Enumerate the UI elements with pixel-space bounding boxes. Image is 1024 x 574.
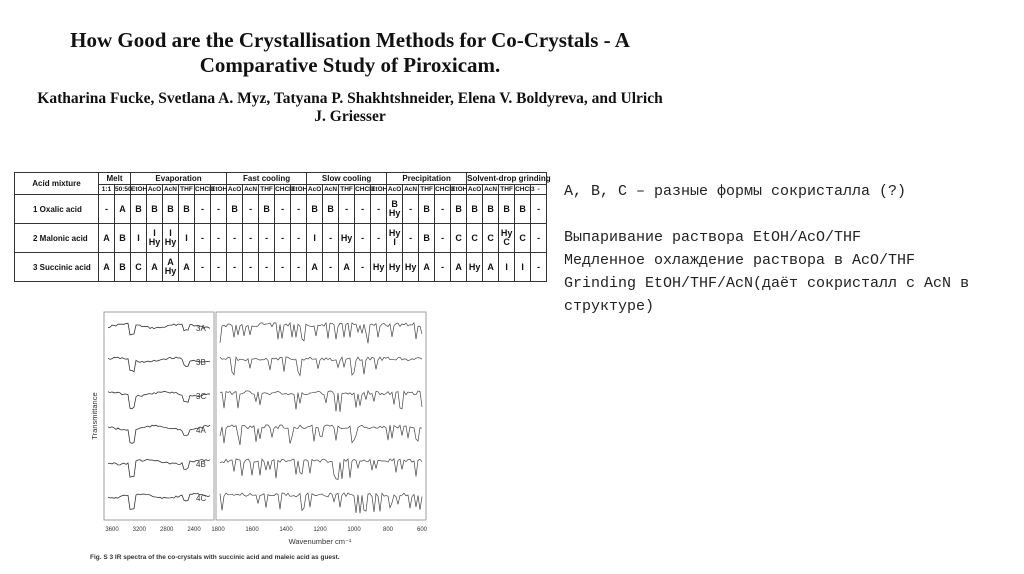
table-cell: - <box>275 195 291 224</box>
table-cell: I Hy <box>147 224 163 253</box>
paper-title-line2: Comparative Study of Piroxicam. <box>199 53 501 77</box>
spectrum-label: 4B <box>196 460 206 469</box>
table-cell: - <box>435 224 451 253</box>
table-cell: - <box>371 224 387 253</box>
axis-tick-label: 2400 <box>187 527 201 533</box>
table-cell: I <box>307 224 323 253</box>
table-cell: - <box>195 253 211 282</box>
table-group-1: Evaporation <box>131 173 227 185</box>
paper-authors-line1: Katharina Fucke, Svetlana A. Myz, Tatyana P. Shakhtshneider, Elena V. Boldyreva, and Ulrich <box>37 90 663 107</box>
table-cell: B <box>419 224 435 253</box>
results-table <box>14 172 551 288</box>
table-cell: B <box>499 195 515 224</box>
table-cell: A <box>179 253 195 282</box>
table-cell: I Hy <box>163 224 179 253</box>
table-cell: B <box>307 195 323 224</box>
note-grinding: Grinding EtOH/THF/AcN(даёт сокристалл с AcN в структуре) <box>564 275 970 315</box>
table-cell: - <box>291 224 307 253</box>
table-cell: Hy <box>387 253 403 282</box>
table-cell: - <box>291 195 307 224</box>
table-cell: - <box>259 224 275 253</box>
left-axis-ticks <box>105 527 201 533</box>
table-cell: B <box>115 253 131 282</box>
table-corner-header: Acid mixture <box>15 173 99 195</box>
table-cell: C <box>515 224 531 253</box>
table-cell: - <box>243 253 259 282</box>
table-subheader: EtOH <box>131 186 148 193</box>
table-cell: B <box>131 195 147 224</box>
table-cell: Hy <box>339 224 355 253</box>
table-row-name: 1 Oxalic acid <box>15 195 99 224</box>
table-cell: A <box>419 253 435 282</box>
table-cell: - <box>435 253 451 282</box>
table-subheader: AcO <box>387 186 402 193</box>
table-cell: Hy <box>467 253 483 282</box>
table-cell: - <box>99 195 115 224</box>
table-cell: - <box>355 224 371 253</box>
table-cell: B <box>227 195 243 224</box>
table-cell: A <box>307 253 323 282</box>
table-cell: A <box>339 253 355 282</box>
table-group-2: Fast cooling <box>227 173 307 185</box>
table-group-header-row <box>15 173 547 185</box>
table-cell: B <box>467 195 483 224</box>
table-cell: B <box>451 195 467 224</box>
table-cell: Hy C <box>499 224 515 253</box>
table-subheader: AcN <box>244 186 258 193</box>
y-axis-label: Transmittance <box>90 392 99 440</box>
table-cell: B <box>259 195 275 224</box>
table-cell: - <box>435 195 451 224</box>
table-cell: - <box>291 253 307 282</box>
table-subheader: THF <box>500 186 513 193</box>
table-cell: B <box>419 195 435 224</box>
table-cell: - <box>243 224 259 253</box>
table-cell: Hy <box>403 253 419 282</box>
slide-notes <box>564 180 1014 318</box>
table-cell: B <box>147 195 163 224</box>
table-subheader: THF <box>260 186 273 193</box>
spectrum-label: 3A <box>196 324 206 333</box>
axis-tick-label: 3200 <box>132 527 146 533</box>
table-cell: - <box>227 253 243 282</box>
table-row-name: 2 Malonic acid <box>15 224 99 253</box>
table-cell: C <box>451 224 467 253</box>
table-subheader: EtOH <box>291 186 308 193</box>
note-evaporation: Выпаривание раствора EtOH/AcO/THF <box>564 229 862 246</box>
table-subheader: EtOH <box>451 186 468 193</box>
table-cell: - <box>211 224 227 253</box>
table-cell: Hy <box>371 253 387 282</box>
axis-tick-label: 1800 <box>211 527 225 533</box>
table-cell: C <box>467 224 483 253</box>
table-cell: I <box>131 224 147 253</box>
right-axis-ticks <box>211 527 427 533</box>
table-cell: - <box>211 195 227 224</box>
table-cell: B <box>115 224 131 253</box>
table-cell: - <box>195 195 211 224</box>
table-subheader: CHCl3 <box>435 186 455 193</box>
table-row-name: 3 Succinic acid <box>15 253 99 282</box>
table-subheader: AcO <box>227 186 242 193</box>
table-subheader: THF <box>420 186 433 193</box>
table-subheader: AcN <box>324 186 338 193</box>
table-cell: A <box>115 195 131 224</box>
table-subheader: AcO <box>467 186 482 193</box>
table-cell: - <box>371 195 387 224</box>
paper-authors <box>14 90 686 126</box>
table-cell: - <box>323 224 339 253</box>
spectrum-label: 4A <box>196 426 206 435</box>
axis-tick-label: 2800 <box>160 527 174 533</box>
table-subheader: CHCl3 <box>355 186 375 193</box>
table-subheader: AcO <box>147 186 162 193</box>
table-cell: A <box>99 224 115 253</box>
table-cell: B <box>163 195 179 224</box>
table-group-4: Precipitation <box>387 173 467 185</box>
table-cell: A <box>99 253 115 282</box>
table-subheader: AcN <box>163 186 177 193</box>
axis-tick-label: 800 <box>382 527 394 533</box>
table-cell: I <box>515 253 531 282</box>
table-subheader: AcN <box>484 186 498 193</box>
axis-tick-label: 1400 <box>279 527 293 533</box>
table-subheader: CHCl3 <box>195 186 215 193</box>
axis-tick-label: 3600 <box>105 527 119 533</box>
table-cell: A Hy <box>163 253 179 282</box>
spectrum-label: 3B <box>196 358 206 367</box>
table-cell: A <box>451 253 467 282</box>
table-row <box>15 195 547 224</box>
table-cell: B <box>179 195 195 224</box>
table-subheader: AcO <box>307 186 322 193</box>
table-subheader: CHCl3 <box>515 186 535 193</box>
table-subheader: 1:1 <box>99 185 115 195</box>
table-subheader: THF <box>340 186 353 193</box>
table-group-3: Slow cooling <box>307 173 387 185</box>
note-slow-cooling: Медленное охлаждение раствора в AcO/THF <box>564 252 916 269</box>
ir-spectra-figure <box>84 306 444 570</box>
paper-title-line1: How Good are the Crystallisation Methods for Co-Crystals - A <box>70 28 630 52</box>
table-row <box>15 253 547 282</box>
table-cell: - <box>211 253 227 282</box>
crystallisation-table <box>14 172 551 282</box>
table-cell: - <box>531 253 547 282</box>
table-cell: Hy I <box>387 224 403 253</box>
table-group-5: Solvent-drop grinding <box>467 174 551 183</box>
table-cell: B <box>515 195 531 224</box>
axis-tick-label: 1200 <box>313 527 327 533</box>
table-cell: - <box>227 224 243 253</box>
table-cell: B Hy <box>387 195 403 224</box>
table-cell: C <box>131 253 147 282</box>
table-cell: I <box>499 253 515 282</box>
table-row <box>15 224 547 253</box>
table-cell: A <box>483 253 499 282</box>
table-cell: A <box>147 253 163 282</box>
table-cell: I <box>179 224 195 253</box>
table-cell: - <box>339 195 355 224</box>
left-panel-frame <box>104 312 214 520</box>
spectrum-label: 3C <box>196 392 207 401</box>
table-cell: - <box>243 195 259 224</box>
spectrum-label: 4C <box>196 494 207 503</box>
table-cell: - <box>195 224 211 253</box>
note-forms: A, B, C – разные формы сокристалла (?) <box>564 183 907 200</box>
paper-title <box>14 28 686 78</box>
table-cell: - <box>355 195 371 224</box>
table-cell: - <box>403 224 419 253</box>
axis-tick-label: 1600 <box>245 527 259 533</box>
table-cell: - <box>323 253 339 282</box>
table-subheader: EtOH <box>211 186 228 193</box>
ir-spectra-plot <box>84 306 444 550</box>
paper-header <box>14 28 686 126</box>
table-subheader: AcN <box>404 186 418 193</box>
table-cell: B <box>323 195 339 224</box>
table-cell: - <box>531 224 547 253</box>
table-cell: - <box>355 253 371 282</box>
figure-caption: Fig. S 3 IR spectra of the co-crystals with succinic acid and maleic acid as guest. <box>90 554 340 561</box>
table-subheader: EtOH <box>371 186 388 193</box>
table-cell: C <box>483 224 499 253</box>
table-group-0: Melt <box>99 173 131 185</box>
table-subheader: 50:50 <box>115 186 132 193</box>
right-panel-frame <box>216 312 426 520</box>
table-cell: B <box>483 195 499 224</box>
table-cell: - <box>531 195 547 224</box>
x-axis-label: Wavenumber cm⁻¹ <box>288 537 352 546</box>
axis-tick-label: 600 <box>416 527 428 533</box>
axis-tick-label: 1000 <box>347 527 361 533</box>
table-cell: - <box>403 195 419 224</box>
table-cell: - <box>259 253 275 282</box>
table-subheader: THF <box>180 186 193 193</box>
table-subheader: CHCl3 <box>275 186 295 193</box>
table-cell: - <box>275 253 291 282</box>
table-subheader: - <box>531 185 547 195</box>
paper-authors-line2: J. Griesser <box>314 108 386 125</box>
table-cell: - <box>275 224 291 253</box>
